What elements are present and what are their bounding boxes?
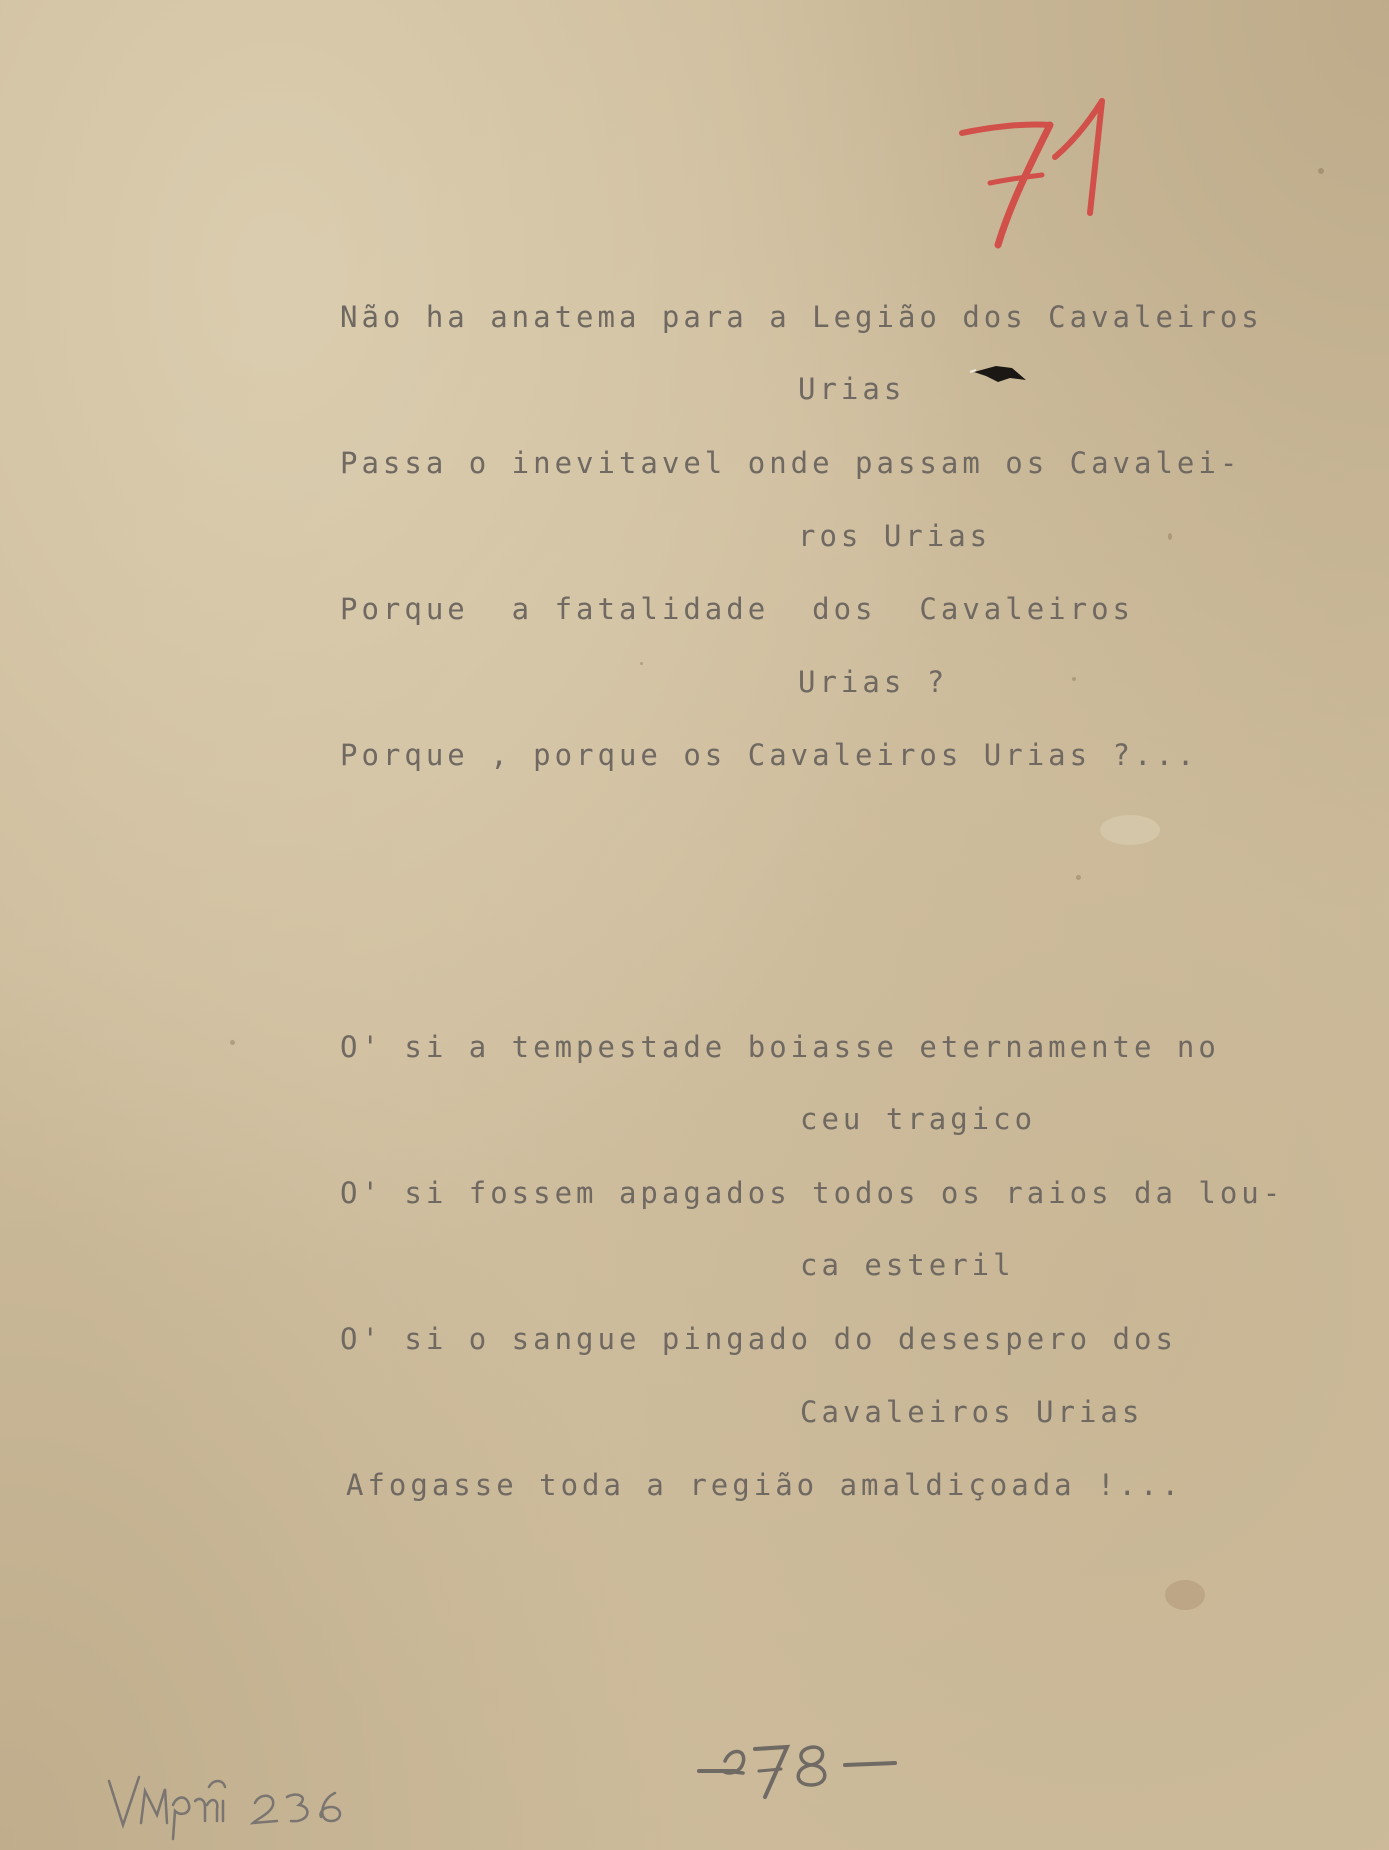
paper-speck [1076,875,1081,880]
poem-line: O' si fossem apagados todos os raios da lou- [340,1176,1285,1210]
paper-speck [1100,815,1160,845]
poem-line-continuation: Cavaleiros Urias [800,1395,1144,1429]
folio-number-drawing [950,95,1140,265]
paper-speck [1318,168,1324,174]
archive-reference-text [395,1765,396,1766]
archive-reference [105,1765,395,1845]
paper-speck [1168,533,1172,540]
poem-line-continuation: ros Urias [798,519,992,553]
archive-reference-drawing [105,1765,395,1845]
poem-line: Afogasse toda a região amaldiçoada !... [346,1468,1183,1502]
page-number [695,1735,935,1815]
poem-line-continuation: ca esteril [800,1248,1015,1282]
poem-line: Porque , porque os Cavaleiros Urias ?... [340,738,1199,772]
poem-line: Passa o inevitavel onde passam os Cavalei- [340,446,1242,480]
paper-speck [230,1040,235,1045]
paper-hole [968,360,1030,388]
poem-line-continuation: Urias [798,372,906,406]
poem-line: Porque a fatalidade dos Cavaleiros [340,592,1135,626]
folio-number-text [950,95,951,96]
poem-line: O' si a tempestade boiasse eternamente no [340,1030,1220,1064]
page-number-text [935,1735,936,1736]
poem-line: Não ha anatema para a Legião dos Cavaleiros [340,300,1263,334]
paper-hole-shape [968,360,1030,388]
poem-line-continuation: Urias ? [798,665,949,699]
folio-number [950,95,1140,265]
paper-speck [1072,677,1076,681]
poem-line: O' si o sangue pingado do desespero dos [340,1322,1177,1356]
paper-speck [1165,1580,1205,1610]
poem-line-continuation: ceu tragico [800,1102,1037,1136]
page-number-drawing [695,1735,935,1815]
paper-speck [640,662,643,665]
